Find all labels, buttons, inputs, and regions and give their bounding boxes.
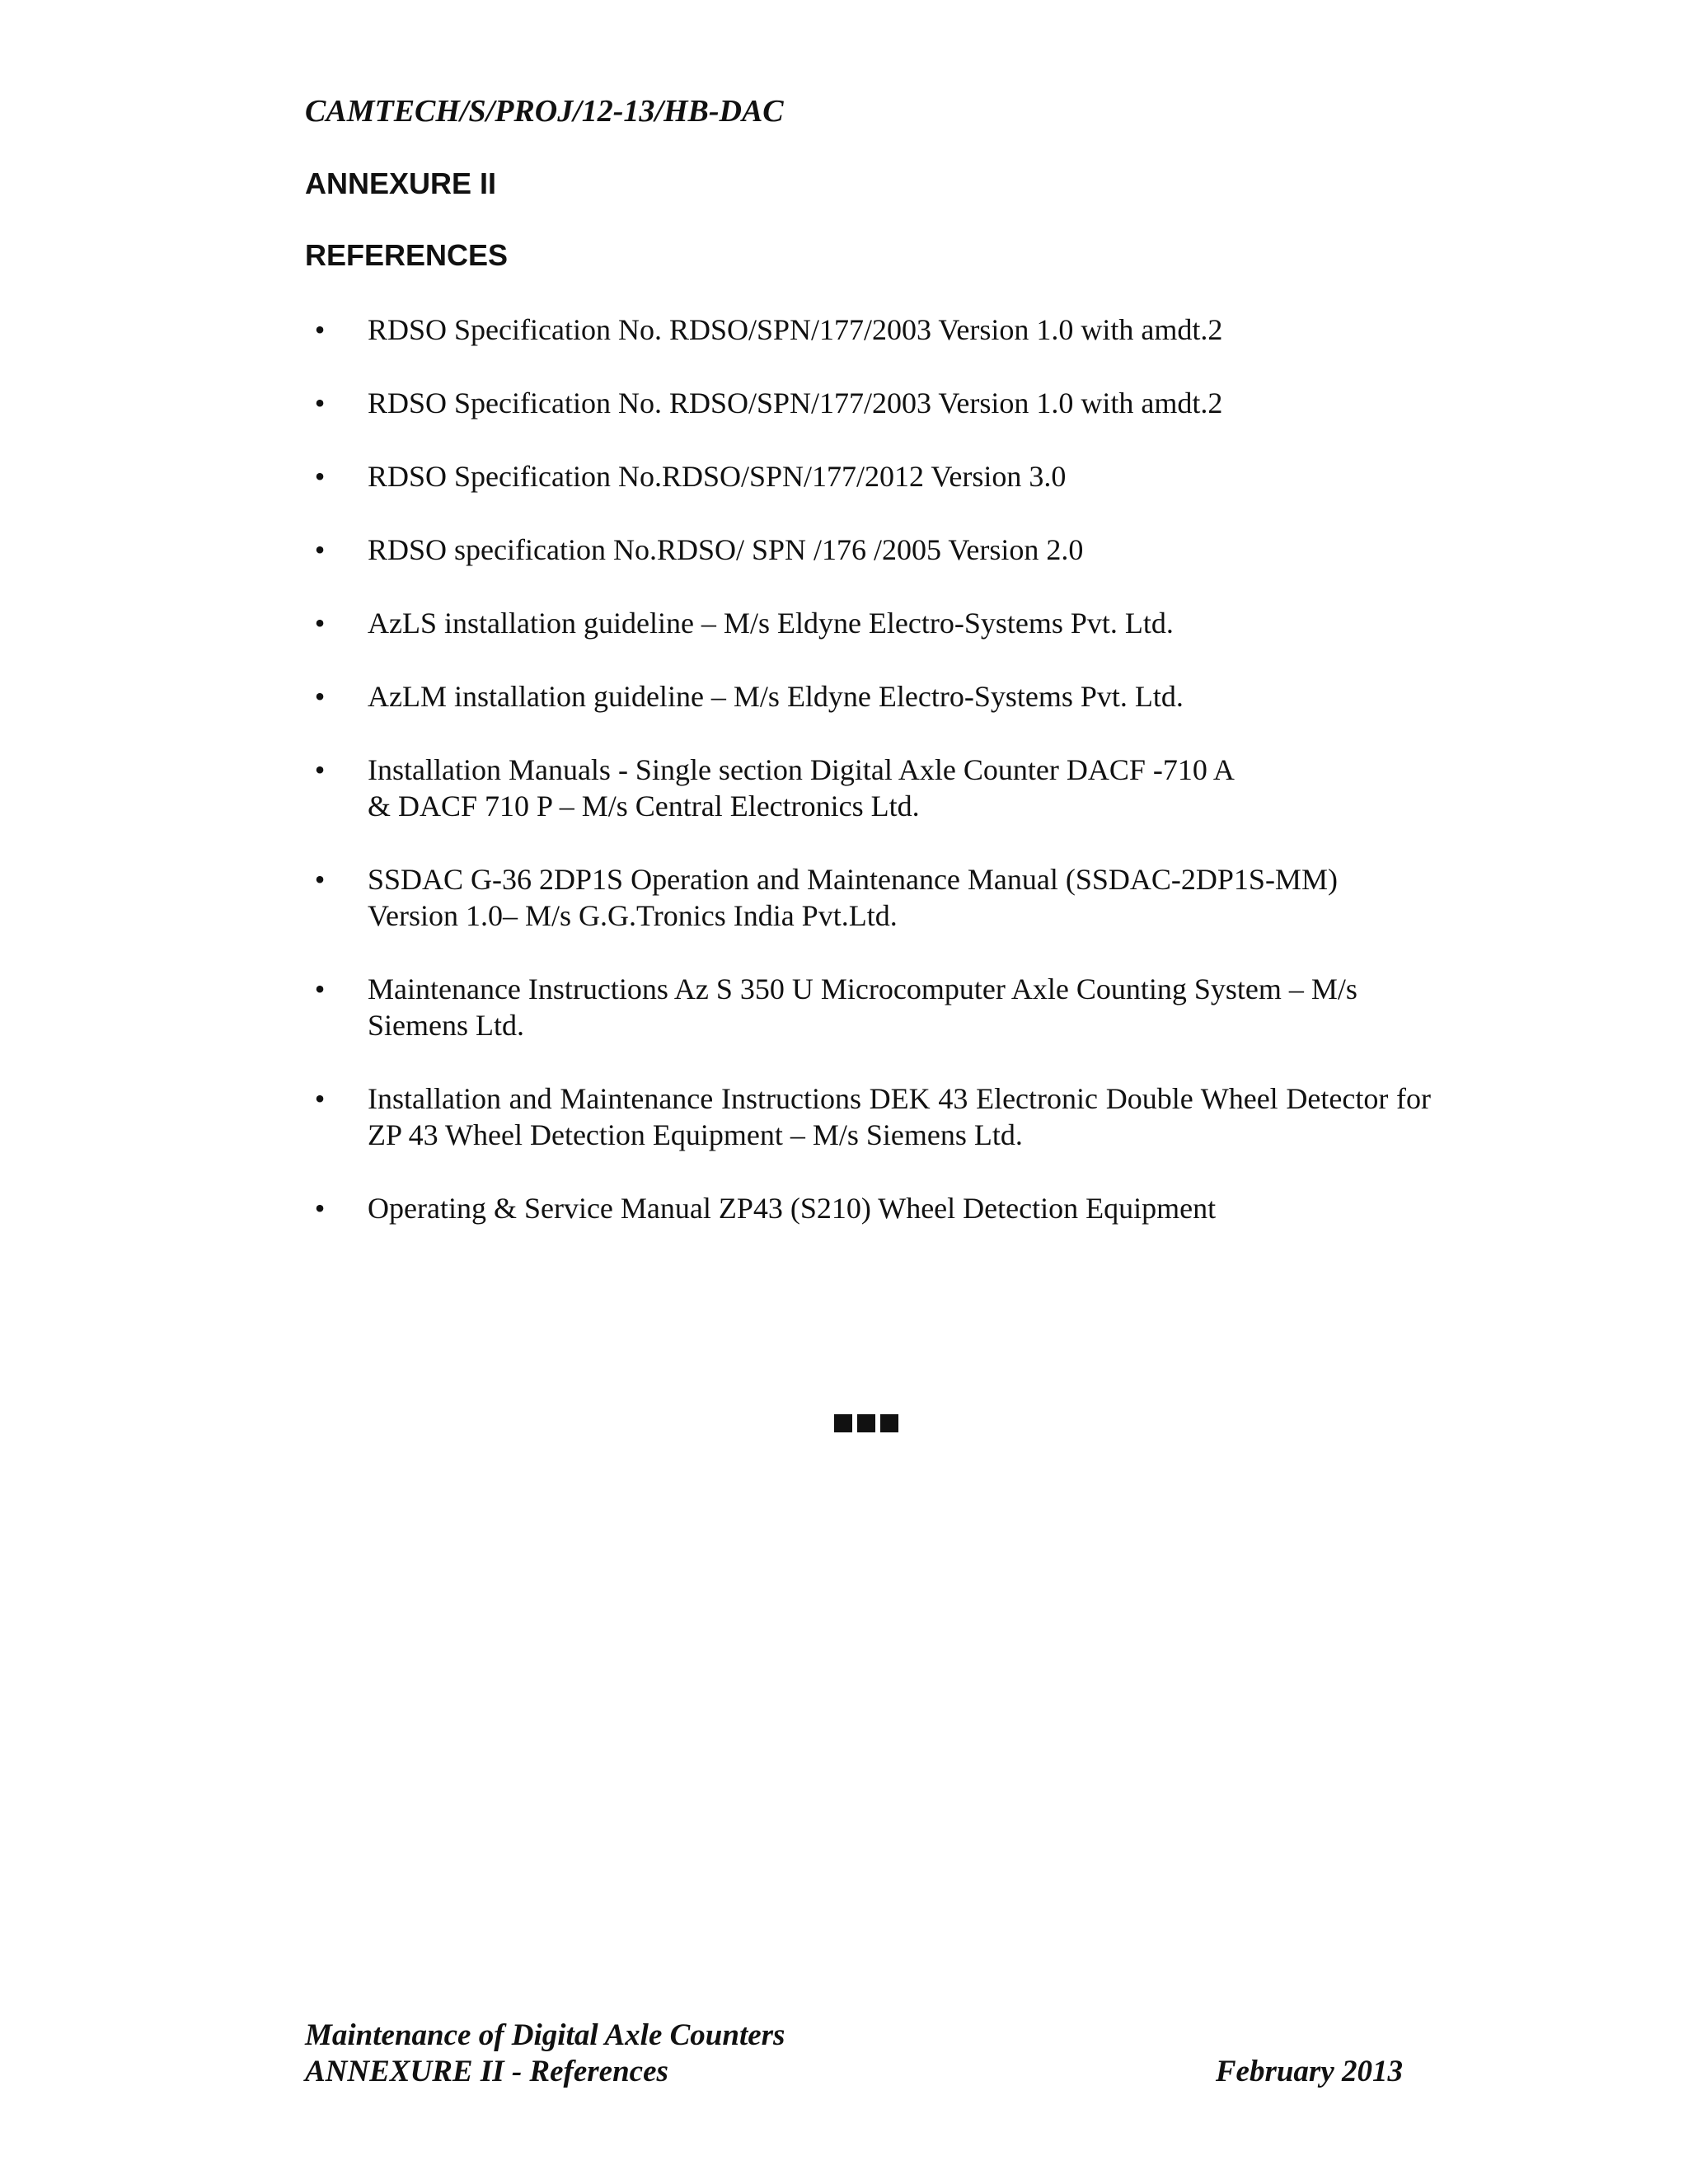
end-square-icon: [857, 1414, 875, 1432]
section-title: REFERENCES: [305, 238, 509, 272]
reference-item: [305, 971, 1431, 1043]
document-code: CAMTECH/S/PROJ/12-13/HB-DAC: [305, 94, 784, 129]
bullet-icon: •: [314, 863, 326, 896]
bullet-icon: •: [314, 460, 326, 493]
footer-row-title: [305, 2018, 1403, 2054]
reference-item: [305, 678, 1431, 715]
reference-text: Installation and Maintenance Instructions DEK 43 Electronic Double Wheel Detector for ZP 43 Wheel Detection Equipment – M/s Siemens Ltd.: [368, 1082, 1431, 1151]
bullet-icon: •: [314, 607, 326, 640]
end-of-section-marker: [834, 1414, 898, 1432]
bullet-icon: •: [314, 680, 326, 713]
page-footer: [305, 2018, 1403, 2090]
bullet-icon: •: [314, 972, 326, 1005]
bullet-icon: •: [314, 753, 326, 786]
reference-item: [305, 605, 1431, 641]
annexure-title: ANNEXURE II: [305, 166, 497, 200]
footer-title: Maintenance of Digital Axle Counters: [305, 2018, 785, 2052]
footer-date: February 2013: [1215, 2055, 1403, 2088]
reference-item: [305, 1190, 1431, 1226]
bullet-icon: •: [314, 387, 326, 419]
bullet-icon: •: [314, 313, 326, 346]
reference-item: [305, 1080, 1431, 1153]
reference-text: RDSO Specification No.RDSO/SPN/177/2012 Version 3.0: [368, 460, 1067, 493]
reference-item: [305, 312, 1431, 348]
reference-text: AzLS installation guideline – M/s Eldyne Electro-Systems Pvt. Ltd.: [368, 607, 1174, 640]
reference-text: SSDAC G-36 2DP1S Operation and Maintenance Manual (SSDAC-2DP1S-MM) Version 1.0– M/s G.G.Tronics India Pvt.Ltd.: [368, 863, 1338, 932]
bullet-icon: •: [314, 533, 326, 566]
reference-text: Maintenance Instructions Az S 350 U Microcomputer Axle Counting System – M/s Siemens Ltd.: [368, 972, 1357, 1042]
reference-item: [305, 532, 1431, 568]
reference-list: [305, 312, 1431, 1263]
bullet-icon: •: [314, 1082, 326, 1115]
reference-item: [305, 861, 1431, 934]
reference-text: Operating & Service Manual ZP43 (S210) Wheel Detection Equipment: [368, 1192, 1217, 1225]
reference-text: Installation Manuals - Single section Digital Axle Counter DACF -710 A & DACF 710 P – M/s Central Electronics Ltd.: [368, 753, 1233, 823]
bullet-icon: •: [314, 1192, 326, 1225]
footer-section: ANNEXURE II - References: [305, 2055, 668, 2088]
end-square-icon: [834, 1414, 852, 1432]
end-square-icon: [880, 1414, 898, 1432]
reference-text: AzLM installation guideline – M/s Eldyne Electro-Systems Pvt. Ltd.: [368, 680, 1184, 713]
footer-row-section: [305, 2054, 1403, 2090]
reference-text: RDSO Specification No. RDSO/SPN/177/2003 Version 1.0 with amdt.2: [368, 387, 1223, 419]
reference-item: [305, 458, 1431, 494]
reference-text: RDSO specification No.RDSO/ SPN /176 /2005 Version 2.0: [368, 533, 1084, 566]
reference-item: [305, 385, 1431, 421]
reference-text: RDSO Specification No. RDSO/SPN/177/2003 Version 1.0 with amdt.2: [368, 313, 1223, 346]
reference-item: [305, 752, 1431, 824]
